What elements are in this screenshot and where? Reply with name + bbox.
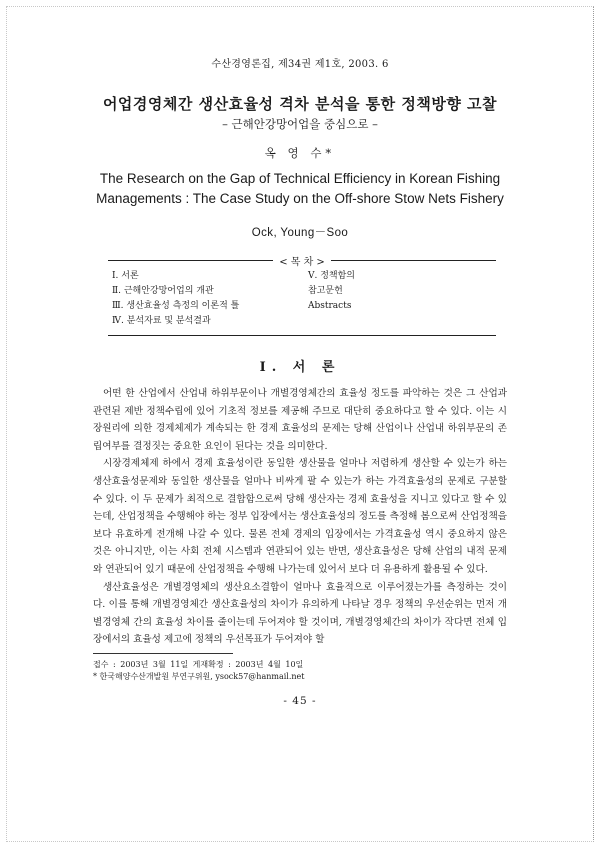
toc-item: Ⅴ. 정책함의 xyxy=(308,271,355,281)
toc-item: Abstracts xyxy=(308,301,352,311)
english-author: Ock, Young－Soo xyxy=(251,227,349,239)
received-dates: 접수 : 2003년 3월 11일 게재확정 : 2003년 4월 10일 xyxy=(93,660,304,669)
footnote-divider xyxy=(93,653,233,654)
korean-title: 어업경영체간 생산효율성 격차 분석을 통한 정책방향 고찰 xyxy=(102,95,498,113)
paragraph: 시장경제체제 하에서 경제 효율성이란 동일한 생산물을 얼마나 저렴하게 생산할 수 있는가 하는 생산효율성문제와 동일한 생산물을 얼마나 비싸게 팔 수 있는가 하는 가격효율성의 문제로 구분할 수 있다. 이 두 문제가 최적으로 결합함으로써 당해 생산자는 경제 효율성을 지니고 있다고 할 수 있는데, 산업정책을 수행해야 하는 정부 입장에서는 생산효율성의 정도를 측정해 봄으로써 산업정책을 보다 유효하게 전개해 나갈 수 있다. 물론 전체 경제의 입장에서는 가격효율성 역시 중요하지 않은 것은 아니지만, 이는 사회 전체 시스템과 연관되어 있는 반면, 생산효율성은 당해 산업의 내적 문제와 연관되어 있기 때문에 산업정책을 수행해 나가는데 있어서 보다 더 유용하게 활용될 수 있다. xyxy=(93,458,507,575)
korean-subtitle: – 근해안강망어업을 중심으로 – xyxy=(222,117,378,131)
journal-citation: 수산경영론집, 제34권 제1호, 2003. 6 xyxy=(211,59,389,70)
korean-author: 옥 영 수* xyxy=(264,146,336,160)
toc-item: Ⅳ. 분석자료 및 분석결과 xyxy=(112,316,211,326)
table-of-contents xyxy=(108,257,496,336)
section-heading: Ⅰ. 서 론 xyxy=(259,360,341,375)
english-title-line-1: The Research on the Gap of Technical Efficiency in Korean Fishing xyxy=(99,170,501,187)
toc-right-column xyxy=(308,269,355,314)
body-text xyxy=(93,385,507,649)
page-number: - 45 - xyxy=(283,695,317,707)
toc-left-column xyxy=(112,269,239,329)
english-title-line-2: Managements : The Case Study on the Off-shore Stow Nets Fishery xyxy=(96,191,504,206)
toc-item: Ⅱ. 근해안강망어업의 개관 xyxy=(112,286,214,296)
paragraph: 어떤 한 산업에서 산업내 하위부문이나 개별경영체간의 효율성 정도를 파악하는 것은 그 산업과 관련된 제반 정책수립에 있어 기초적 정보를 제공해 주므로 대단히 중요하다고 할 수 있다. 이는 시장원리에 의한 경제체제가 계속되는 한 경제 효율성의 문제는 당해 산업이나 산업내 하위부문의 존립여부를 결정짓는 중요한 요인이 된다는 것을 의미한다. xyxy=(93,388,507,452)
footnotes xyxy=(93,659,305,683)
toc-item: Ⅲ. 생산효율성 측정의 이론적 틀 xyxy=(112,301,240,311)
author-affiliation: * 한국해양수산개발원 부연구위원, ysock57@hanmail.net xyxy=(93,672,305,681)
paragraph: 생산효율성은 개별경영체의 생산요소결합이 얼마나 효율적으로 이루어졌는가를 측정하는 것이다. 이를 통해 개별경영체간 생산효율성의 차이가 유의하게 나타날 경우 정책의 우선순위는 먼저 개별경영체 간의 효율성 차이를 줄이는데 두어져야 할 것이며, 개별경영체간의 차이가 작다면 전체 입장에서의 효율성 제고에 정책의 우선목표가 두어져야 할 xyxy=(93,581,507,646)
toc-item: 참고문헌 xyxy=(308,286,343,296)
toc-header: < 목 차 > xyxy=(273,257,331,268)
toc-item: Ⅰ. 서론 xyxy=(112,271,139,281)
